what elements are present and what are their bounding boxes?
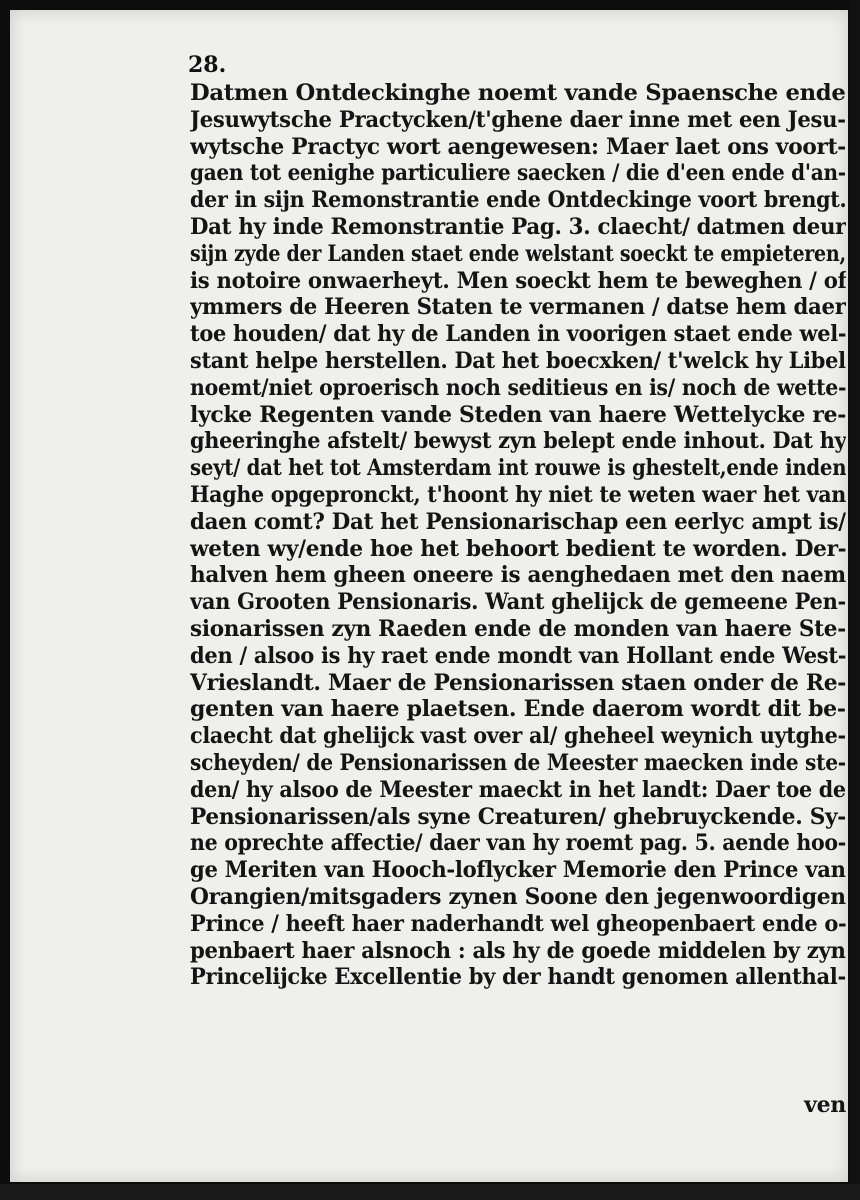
text-line: sionarissen zyn Raeden ende de monden van haere Ste- <box>190 615 846 642</box>
text-line: den/ hy alsoo de Meester maeckt in het landt: Daer toe de <box>190 776 846 803</box>
text-line: noemt/niet oproerisch noch seditieus en is/ noch de wette- <box>190 374 846 401</box>
text-line: Jesuwytsche Practycken/t'ghene daer inne met een Jesu- <box>190 106 846 133</box>
page-number: 28. <box>188 52 227 78</box>
text-line: Princelijcke Excellentie by der handt genomen allenthal- <box>190 964 846 991</box>
text-line: gaen tot eenighe particuliere saecken / die d'een ende d'an- <box>190 160 846 187</box>
text-line: van Grooten Pensionaris. Want ghelijck de gemeene Pen- <box>190 589 846 616</box>
text-line: claecht dat ghelijck vast over al/ gheheel weynich uytghe- <box>190 723 846 750</box>
text-line: gheeringhe afstelt/ bewyst zyn belept ende inhout. Dat hy <box>190 428 846 455</box>
text-line: Vrieslandt. Maer de Pensionarissen staen onder de Re- <box>190 669 846 696</box>
text-line: lycke Regenten vande Steden van haere Wettelycke re- <box>190 401 846 428</box>
text-line: weten wy/ende hoe het behoort bedient te worden. Der- <box>190 535 846 562</box>
body-text <box>190 80 846 991</box>
scan-edge-right <box>850 0 860 1200</box>
text-line: halven hem gheen oneere is aenghedaen met den naem <box>190 562 846 589</box>
text-line: ne oprechte affectie/ daer van hy roemt pag. 5. aende hoo- <box>190 830 846 857</box>
text-line: penbaert haer alsnoch : als hy de goede middelen by zyn <box>190 937 846 964</box>
text-line: is notoire onwaerheyt. Men soeckt hem te beweghen / of <box>190 267 846 294</box>
text-line: sijn zyde der Landen staet ende welstant soeckt te empieteren, <box>190 240 846 267</box>
text-line: stant helpe herstellen. Dat het boecxken/ t'welck hy Libel <box>190 347 846 374</box>
text-line: Dat hy inde Remonstrantie Pag. 3. claecht/ datmen deur <box>190 213 846 240</box>
text-line: Datmen Ontdeckinghe noemt vande Spaensche ende <box>190 80 846 106</box>
catchword: ven <box>804 1092 846 1118</box>
text-line: den / alsoo is hy raet ende mondt van Hollant ende West- <box>190 642 846 669</box>
text-line: genten van haere plaetsen. Ende daerom wordt dit be- <box>190 696 846 723</box>
text-line: toe houden/ dat hy de Landen in voorigen staet ende wel- <box>190 321 846 348</box>
text-line: wytsche Practyc wort aengewesen: Maer laet ons voort- <box>190 133 846 160</box>
text-line: Haghe opgepronckt, t'hoont hy niet te weten waer het van <box>190 481 846 508</box>
text-line: ge Meriten van Hooch-loflycker Memorie den Prince van <box>190 857 846 884</box>
text-line: der in sijn Remonstrantie ende Ontdeckinge voort brengt. <box>190 187 846 214</box>
text-line: Prince / heeft haer naderhandt wel gheopenbaert ende o- <box>190 910 846 937</box>
text-line: Pensionarissen/als syne Creaturen/ ghebruyckende. Sy- <box>190 803 846 830</box>
text-line: scheyden/ de Pensionarissen de Meester maecken inde ste- <box>190 749 846 776</box>
text-line: daen comt? Dat het Pensionarischap een eerlyc ampt is/ <box>190 508 846 535</box>
text-line: Orangien/mitsgaders zynen Soone den jegenwoordigen <box>190 883 846 910</box>
scan-edge-bottom <box>0 1184 860 1200</box>
text-line: seyt/ dat het tot Amsterdam int rouwe is ghestelt,ende inden <box>190 455 846 482</box>
text-line: ymmers de Heeren Staten te vermanen / datse hem daer <box>190 294 846 321</box>
